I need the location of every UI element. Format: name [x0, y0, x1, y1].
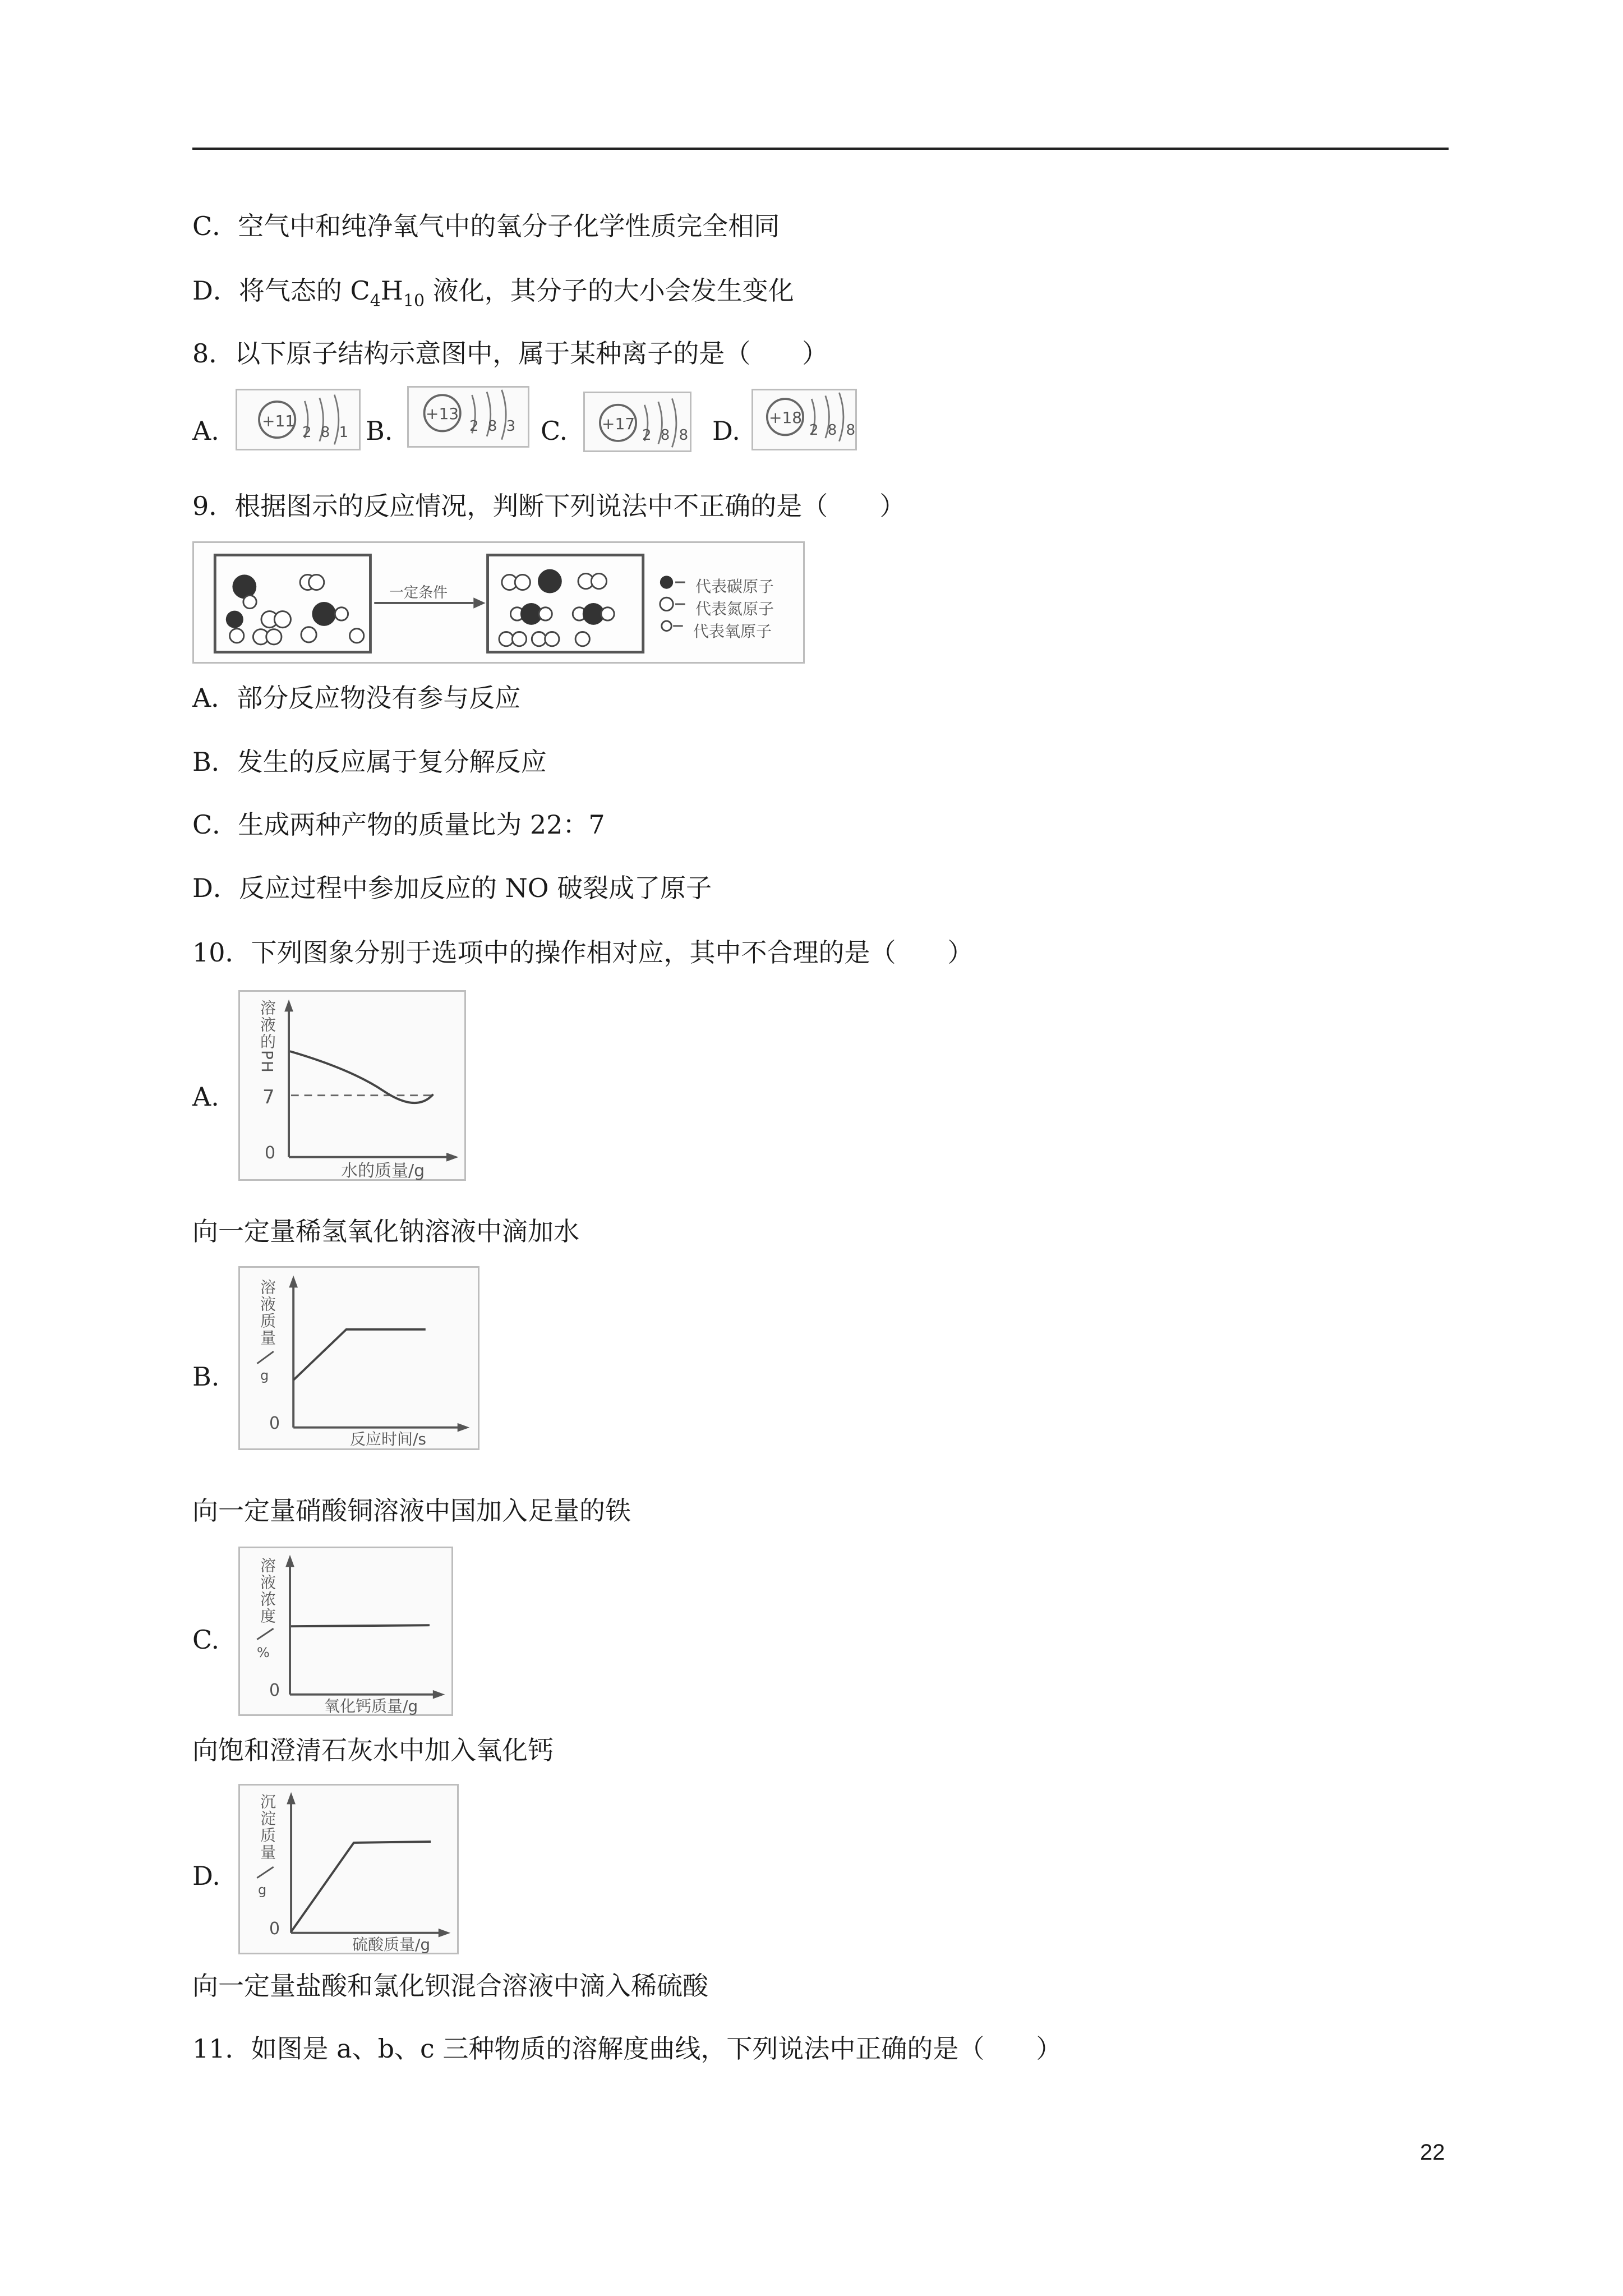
header-rule: [192, 148, 1449, 150]
q10-a-y-mark: 7: [262, 1086, 275, 1108]
q10-b-ylabel: 溶液质量: [258, 1279, 276, 1346]
q10-label-a: A.: [192, 1082, 219, 1112]
q9-option-b: B．发生的反应属于复分解反应: [192, 747, 547, 777]
q10-d-xlabel: 硫酸质量/g: [352, 1935, 431, 1954]
q7-option-c: C．空气中和纯净氧气中的氧分子化学性质完全相同: [192, 211, 780, 241]
q8-a-shells: 2 8 1: [302, 424, 351, 441]
q10-b-xlabel: 反应时间/s: [350, 1430, 427, 1448]
q10-b-origin: 0: [269, 1414, 280, 1433]
q11-stem: 11．如图是 a、b、c 三种物质的溶解度曲线，下列说法中正确的是（ ）: [192, 2033, 1062, 2064]
q9-stem: 9．根据图示的反应情况，判断下列说法中不正确的是（ ）: [192, 491, 906, 521]
q10-graph-b: [238, 1266, 479, 1450]
q10-b-unit: g: [260, 1368, 269, 1383]
q9-arrow-label: 一定条件: [389, 585, 448, 601]
page-number: 22: [1420, 2140, 1445, 2165]
q8-diagram-c: [583, 392, 691, 452]
q10-graph-c: [238, 1547, 453, 1716]
q8-a-nucleus: +11: [262, 412, 296, 430]
q10-label-c: C.: [192, 1625, 220, 1655]
q10-c-origin: 0: [269, 1681, 280, 1700]
q10-graph-d: [238, 1784, 459, 1954]
q9-legend-carbon: 代表碳原子: [695, 577, 774, 596]
q8-diagram-a: [236, 389, 361, 450]
q8-d-shells: 2 8 8: [809, 422, 858, 439]
q7-option-d: D．将气态的 $C_4H_{10}$ 液化，其分子的大小会发生变化: [192, 275, 794, 311]
q8-label-d: D.: [712, 416, 740, 446]
q10-caption-a: 向一定量稀氢氧化钠溶液中滴加水: [192, 1216, 579, 1246]
q9-option-c: C．生成两种产物的质量比为 22：7: [192, 809, 605, 840]
q8-b-nucleus: +13: [426, 404, 459, 423]
q8-label-a: A.: [192, 416, 219, 446]
q8-c-nucleus: +17: [602, 415, 635, 433]
q10-d-ylabel: 沉淀质量: [258, 1793, 276, 1861]
q10-caption-b: 向一定量硝酸铜溶液中国加入足量的铁: [192, 1496, 631, 1526]
q8-diagram-d: [751, 389, 857, 450]
q10-d-unit: g: [258, 1882, 267, 1898]
q9-reaction-diagram: [192, 541, 805, 664]
q9-legend-nitrogen: 代表氮原子: [695, 600, 774, 618]
q10-label-b: B.: [192, 1361, 220, 1392]
q8-diagram-b: [407, 386, 529, 448]
q10-stem: 10．下列图象分别于选项中的操作相对应，其中不合理的是（ ）: [192, 937, 974, 968]
q8-b-shells: 2 8 3: [469, 418, 518, 435]
q10-a-origin: 0: [265, 1143, 276, 1163]
q9-option-a: A．部分反应物没有参与反应: [192, 683, 521, 713]
q10-caption-d: 向一定量盐酸和氯化钡混合溶液中滴入稀硫酸: [192, 1971, 708, 2001]
q8-stem: 8．以下原子结构示意图中，属于某种离子的是（ ）: [192, 338, 828, 369]
q9-legend-oxygen: 代表氧原子: [693, 622, 772, 641]
q10-d-origin: 0: [269, 1919, 280, 1939]
q9-option-d: D．反应过程中参加反应的 NO 破裂成了原子: [192, 873, 712, 903]
q8-label-c: C.: [541, 416, 568, 446]
q10-c-unit: %: [257, 1645, 270, 1660]
q8-d-nucleus: +18: [769, 408, 803, 427]
q10-caption-c: 向饱和澄清石灰水中加入氧化钙: [192, 1735, 554, 1765]
q10-label-d: D.: [192, 1861, 220, 1891]
q10-a-xlabel: 水的质量/g: [341, 1161, 425, 1181]
q10-c-xlabel: 氧化钙质量/g: [324, 1697, 418, 1715]
q10-a-ylabel: 溶液的PH: [258, 1000, 276, 1074]
q8-label-b: B.: [366, 416, 393, 446]
q8-c-shells: 2 8 8: [642, 427, 691, 444]
q10-graph-a: [238, 990, 466, 1181]
q10-c-ylabel: 溶液浓度: [258, 1557, 276, 1625]
